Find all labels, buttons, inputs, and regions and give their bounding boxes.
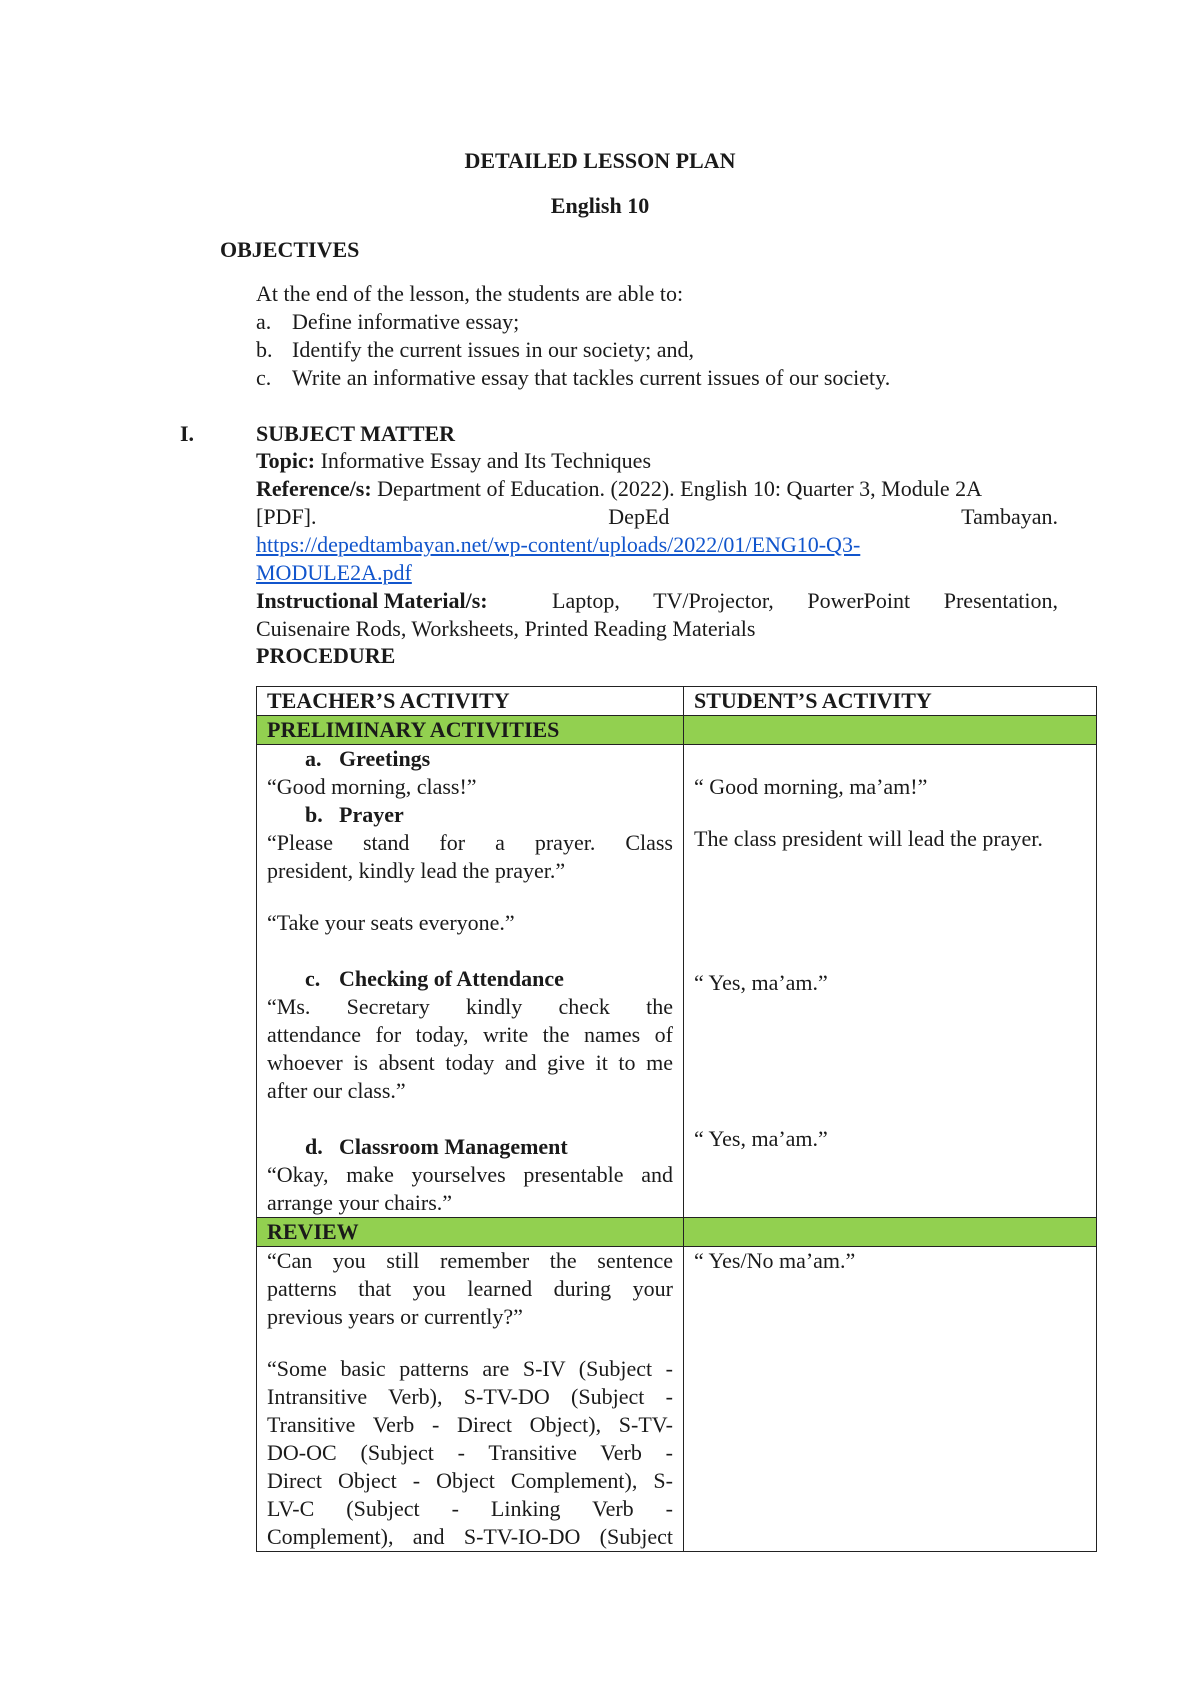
reference-link-2[interactable] [256,559,1058,587]
greetings-letter: a. [305,746,322,771]
objective-item [256,365,890,391]
review-teacher-l2: patterns that you learned during your [267,1276,673,1301]
reference-text: Department of Education. (2022). English 10: Quarter 3, Module 2A [377,476,983,501]
table-row [257,1247,1097,1552]
section-numeral: I. [180,421,195,446]
reference-format: [PDF]. [256,504,317,529]
prayer-label: Prayer [339,802,404,827]
attendance-teacher-l3: whoever is absent today and give it to me [267,1050,673,1075]
reference-source: DepEd [608,504,670,529]
prayer-student: The class president will lead the prayer. [694,826,1043,851]
management-teacher-l1: “Okay, make yourselves presentable and [267,1162,673,1187]
objectives-intro: At the end of the lesson, the students are able to: [256,281,684,306]
objective-text: Write an informative essay that tackles current issues of our society. [292,365,891,390]
reference-url[interactable]: https://depedtambayan.net/wp-content/uploads/2022/01/ENG10-Q3- [256,532,861,557]
objective-letter: b. [256,337,273,362]
objective-item [256,337,694,363]
objective-letter: c. [256,365,272,390]
seats-teacher: “Take your seats everyone.” [267,910,515,935]
objective-text: Identify the current issues in our society; and, [292,337,695,362]
prayer-teacher-l1: “Please stand for a prayer. Class [267,830,673,855]
objective-item [256,309,519,335]
review-teacher-l1: “Can you still remember the sentence [267,1248,673,1273]
prayer-teacher-l2: president, kindly lead the prayer.” [267,858,566,883]
materials-line [256,587,1058,615]
attendance-heading [267,965,673,993]
patterns-l6: LV-C (Subject - Linking Verb - [267,1496,673,1521]
objectives-heading: OBJECTIVES [220,237,360,262]
topic-label: Topic: [256,448,316,473]
reference-line-2 [256,503,1058,531]
review-teacher-l3: previous years or currently?” [267,1304,523,1329]
attendance-student: “ Yes, ma’am.” [694,970,828,995]
review-empty [684,1218,1097,1247]
greetings-teacher: “Good morning, class!” [267,774,477,799]
attendance-label: Checking of Attendance [339,966,564,991]
review-row [257,1218,1097,1247]
preliminary-row [257,716,1097,745]
student-cell [684,1247,1097,1552]
patterns-l5: Direct Object - Object Complement), S- [267,1468,673,1493]
management-heading [267,1133,673,1161]
table-row [257,745,1097,1218]
preliminary-empty [684,716,1097,745]
review-student: “ Yes/No ma’am.” [694,1248,856,1273]
prayer-letter: b. [305,802,323,827]
reference-url-end[interactable]: MODULE2A.pdf [256,560,412,585]
patterns-l1: “Some basic patterns are S-IV (Subject - [267,1356,673,1381]
teacher-cell [257,745,684,1218]
objective-text: Define informative essay; [292,309,520,334]
greetings-label: Greetings [339,746,431,771]
materials-label: Instructional Material/s: [256,588,488,613]
reference-line [256,475,1058,503]
header-teacher: TEACHER’S ACTIVITY [257,687,684,716]
prayer-heading [267,801,673,829]
objective-letter: a. [256,309,272,334]
procedure-heading: PROCEDURE [256,643,396,668]
preliminary-label: PRELIMINARY ACTIVITIES [257,716,684,745]
subject-title: English 10 [550,193,650,218]
management-teacher-l2: arrange your chairs.” [267,1190,453,1215]
topic-line [256,447,1058,475]
review-label: REVIEW [257,1218,684,1247]
header-student: STUDENT’S ACTIVITY [684,687,1097,716]
management-label: Classroom Management [339,1134,568,1159]
table-header-row [257,687,1097,716]
reference-label: Reference/s: [256,476,372,501]
topic-value: Informative Essay and Its Techniques [320,448,652,473]
greetings-heading [267,745,673,773]
materials-line-2: Cuisenaire Rods, Worksheets, Printed Reading Materials [256,616,756,641]
attendance-teacher-l1: “Ms. Secretary kindly check the [267,994,673,1019]
materials-list [552,587,1058,615]
management-letter: d. [305,1134,323,1159]
patterns-l2: Intransitive Verb), S-TV-DO (Subject - [267,1384,673,1409]
patterns-l3: Transitive Verb - Direct Object), S-TV- [267,1412,673,1437]
patterns-l4: DO-OC (Subject - Transitive Verb - [267,1440,673,1465]
reference-site: Tambayan. [961,504,1058,529]
procedure-table [256,686,1097,1552]
teacher-cell [257,1247,684,1552]
reference-link[interactable] [256,531,1058,559]
student-cell [684,745,1097,1218]
management-student: “ Yes, ma’am.” [694,1126,828,1151]
attendance-teacher-l4: after our class.” [267,1078,406,1103]
greetings-student: “ Good morning, ma’am!” [694,774,928,799]
subject-matter-heading: SUBJECT MATTER [256,421,456,446]
attendance-letter: c. [305,966,321,991]
document-title: DETAILED LESSON PLAN [464,148,736,173]
patterns-l7: Complement), and S-TV-IO-DO (Subject [267,1524,673,1549]
materials-text: Laptop, TV/Projector, PowerPoint Presentation, [552,588,1058,613]
attendance-teacher-l2: attendance for today, write the names of [267,1022,673,1047]
